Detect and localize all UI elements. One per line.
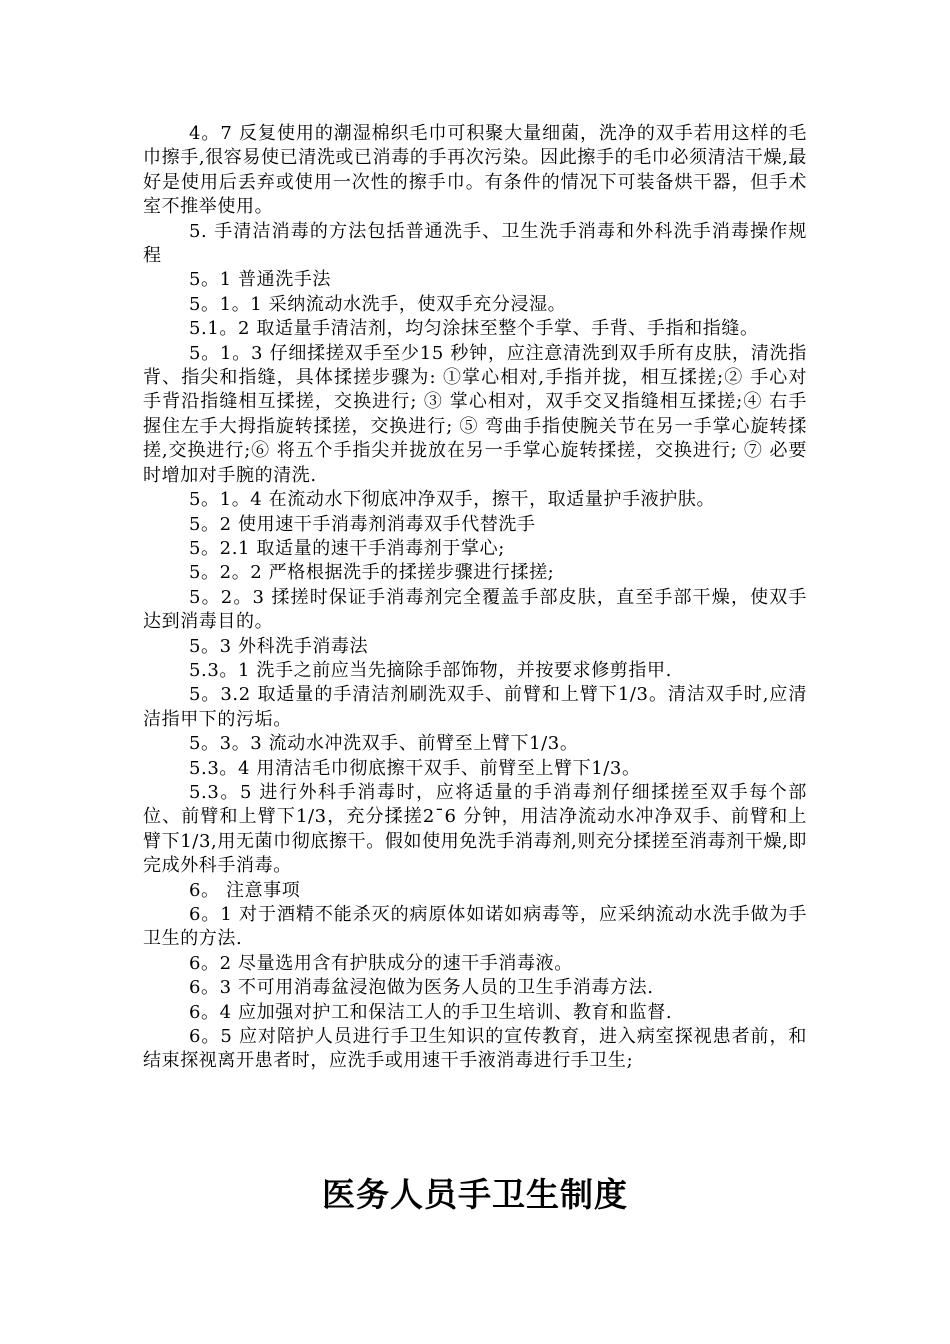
paragraph-6: 6。 注意事项 <box>189 879 301 901</box>
paragraph-6-4: 6。4 应加强对护工和保洁工人的手卫生培训、教育和监督. <box>189 1001 673 1023</box>
document-title: 医务人员手卫生制度 <box>322 1175 628 1214</box>
paragraph-5-3-3: 5。3。3 流动水冲洗双手、前臂至上臂下1/3。 <box>189 733 579 755</box>
document-body <box>143 122 807 1074</box>
paragraph-5-2-1: 5。2.1 取适量的速干手消毒剂于掌心; <box>189 537 505 559</box>
paragraph-5-3-2: 5。3.2 取适量的手清洁剂刷洗双手、前臂和上臂下1/3。清洁双手时,应清洁指甲下的污垢。 <box>143 684 807 730</box>
paragraph-5-3-1: 5.3。1 洗手之前应当先摘除手部饰物，并按要求修剪指甲. <box>189 659 672 681</box>
paragraph-5-3: 5。3 外科洗手消毒法 <box>189 635 369 657</box>
paragraph-5-1-4: 5。1。4 在流动水下彻底冲净双手，擦干，取适量护手液护肤。 <box>189 489 716 511</box>
paragraph-6-3: 6。3 不可用消毒盆浸泡做为医务人员的卫生手消毒方法. <box>189 977 654 999</box>
paragraph-5-3-5: 5.3。5 进行外科手消毒时，应将适量的手消毒剂仔细揉搓至双手每个部位、前臂和上臂下1/3，充分揉搓2¯6 分钟，用洁净流动水冲净双手、前臂和上臂下1/3,用无菌巾彻底擦干。假如使用免洗手消毒剂,则充分揉搓至消毒剂干燥,即完成外科手消毒。 <box>143 781 807 877</box>
paragraph-5: 5. 手清洁消毒的方法包括普通洗手、卫生洗手消毒和外科洗手消毒操作规程 <box>143 220 807 267</box>
paragraph-6-5: 6。5 应对陪护人员进行手卫生知识的宣传教育，进入病室探视患者前，和结束探视离开患者时，应洗手或用速干手液消毒进行手卫生; <box>143 1026 807 1072</box>
paragraph-5-1-2: 5.1。2 取适量手清洁剂，均匀涂抹至整个手掌、手背、手指和指缝。 <box>189 318 759 340</box>
paragraph-5-1: 5。1 普通洗手法 <box>189 269 332 291</box>
paragraph-5-1-3: 5。1。3 仔细揉搓双手至少15 秒钟，应注意清洗到双手所有皮肤，清洗指背、指尖和指缝，具体揉搓步骤为: ①掌心相对,手指并拢，相互揉搓;② 手心对手背沿指缝相互揉搓，交换进行; ③ 掌心相对，双手交叉指缝相互揉搓;④ 右手握住左手大拇指旋转揉搓，交换进行; ⑤ 弯曲手指使腕关节在另一手掌心旋转揉搓,交换进行;⑥ 将五个手指尖并拢放在另一手掌心旋转揉搓，交换进行; ⑦ 必要时增加对手腕的清洗. <box>143 342 807 486</box>
paragraph-6-1: 6。1 对于酒精不能杀灭的病原体如诺如病毒等，应采纳流动水洗手做为手卫生的方法. <box>143 904 807 950</box>
paragraph-5-2: 5。2 使用速干手消毒剂消毒双手代替洗手 <box>189 513 536 535</box>
paragraph-5-3-4: 5.3。4 用清洁毛巾彻底擦干双手、前臂至上臂下1/3。 <box>189 757 641 779</box>
paragraph-6-2: 6。2 尽量选用含有护肤成分的速干手消毒液。 <box>189 952 573 974</box>
paragraph-5-2-3: 5。2。3 揉搓时保证手消毒剂完全覆盖手部皮肤，直至手部干燥，使双手达到消毒目的。 <box>143 586 807 633</box>
paragraph-4-7: 4。7 反复使用的潮湿棉织毛巾可积聚大量细菌，洗净的双手若用这样的毛巾擦手,很容易使已清洗或已消毒的手再次污染。因此擦手的毛巾必须清洁干燥,最好是使用后丢弃或使用一次性的擦手巾。有条件的情况下可装备烘干器，但手术室不推举使用。 <box>143 123 807 218</box>
paragraph-5-1-1: 5。1。1 采纳流动水洗手，使双手充分浸湿。 <box>189 293 567 315</box>
paragraph-5-2-2: 5。2。2 严格根据洗手的揉搓步骤进行揉搓; <box>189 562 555 584</box>
